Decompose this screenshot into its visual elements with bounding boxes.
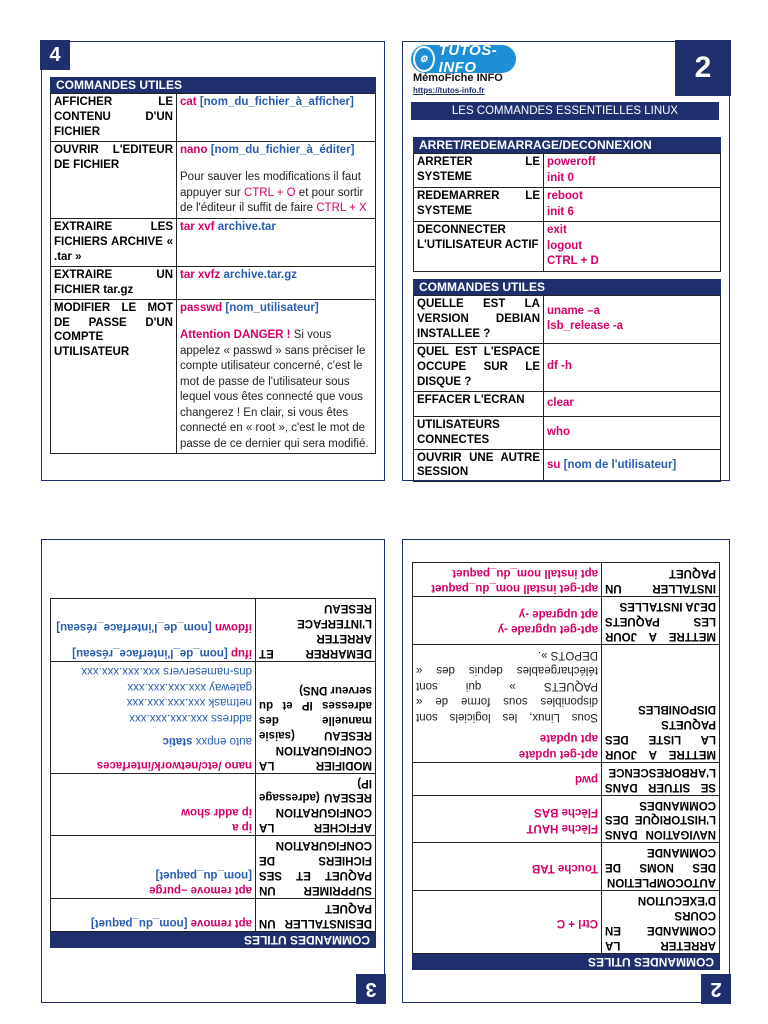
command-cell: ifup [nom_de_l'interface_réseau] ifdown [nom_de_l'interface_réseau] (51, 598, 256, 661)
table-row (51, 218, 376, 266)
table-row (413, 597, 720, 645)
command-cell: apt-get upgrade -y apt upgrade -y (413, 597, 602, 645)
command-cell: Flèche HAUT Flèche BAS (413, 795, 602, 843)
table-row (414, 391, 721, 416)
command-description: DESINSTALLER UN PAQUET (256, 899, 376, 932)
section-header: COMMANDES UTILES (50, 77, 376, 93)
section-header: COMMANDES UTILES (413, 279, 721, 295)
command-cell: nano /etc/network/interfaces auto enpxx static address xxx.xxx.xxx.xxx netmask xxx.xxx.xxx.xxx gateway xxx.xxx.xxx.xxx dns-nameservers xxx.xxx.xxx.xxx (51, 661, 256, 773)
command-cell: poweroff init 0 (544, 154, 721, 188)
command-description: AFFICHER LE CONTENU D'UN FICHIER (51, 94, 177, 142)
command-description: EXTRAIRE UN FICHIER tar.gz (51, 266, 177, 299)
command-cell: df -h (544, 343, 721, 391)
command-description: DEMARRER ET ARRETER L'INTERFACE RESEAU (256, 598, 376, 661)
command-description: EFFACER L'ECRAN (414, 391, 544, 416)
command-description: QUELLE EST LA VERSION DEBIAN INSTALLEE ? (414, 296, 544, 344)
table-row (51, 598, 376, 661)
commands-table (413, 295, 721, 482)
table-row (413, 563, 720, 597)
memo-card-4 (41, 41, 385, 481)
command-cell: Ctrl + C (413, 891, 602, 954)
command-cell: passwd [nom_utilisateur] Attention DANGER ! Si vous appelez « passwd » sans préciser le compte utilisateur concerné, c'est le mot de passe de l'utilisateur sous lequel vous êtes connecté que vous changerez ! En clair, si vous êtes connecté en « root », c'est le mot de passe de ce dernier qui sera modifié. (177, 299, 376, 454)
command-description: DECONNECTER L'UTILISATEUR ACTIF (414, 222, 544, 272)
table-row (51, 773, 376, 836)
table-row (51, 836, 376, 899)
card-number-badge: 4 (40, 40, 70, 70)
command-cell: Touche TAB (413, 843, 602, 891)
command-cell: uname –a lsb_release -a (544, 296, 721, 344)
table-row (51, 94, 376, 142)
command-cell: nano [nom_du_fichier_à_éditer] Pour sauver les modifications il faut appuyer sur CTRL + O et pour sortir de l'éditeur il suffit de faire CTRL + X (177, 141, 376, 218)
table-row (413, 645, 720, 763)
command-description: MODIFIER LA CONFIGURATION RESEAU (saisie manuelle des adresses IP et du serveur DNS) (256, 661, 376, 773)
command-cell: ip a ip addr show (51, 773, 256, 836)
command-description: NAVIGATION DANS L'HISTORIQUE DES COMMANDES (602, 795, 720, 843)
command-cell: who (544, 416, 721, 449)
table-row (414, 296, 721, 344)
command-cell: reboot init 6 (544, 188, 721, 222)
command-description: REDEMARRER LE SYSTEME (414, 188, 544, 222)
commands-table (50, 93, 376, 454)
command-cell: apt-get install nom_du_paquet apt install nom_du_paquet (413, 563, 602, 597)
command-cell: apt-get update apt update Sous Linux, les logiciels sont disponibles sous forme de « PAQUETS » qui sont téléchargeables depuis des « DEPOTS ». (413, 645, 602, 763)
command-cell: pwd (413, 762, 602, 795)
shutdown-table (413, 153, 721, 272)
table-row (413, 762, 720, 795)
memo-card-3 (41, 539, 385, 1003)
table-row (413, 795, 720, 843)
command-description: AUTOCOMPLETION DES NOMS DE COMMANDE (602, 843, 720, 891)
command-description: SUPPRIMER UN PAQUET ET SES FICHIERS DE CONFIGURATION (256, 836, 376, 899)
table-row (51, 899, 376, 932)
table-row (414, 154, 721, 188)
command-description: INSTALLER UN PAQUET (602, 563, 720, 597)
command-cell: apt remove [nom_du_paquet] (51, 899, 256, 932)
card-number-badge: 3 (356, 974, 386, 1004)
card-number-badge: 2 (675, 40, 731, 96)
banner-title: LES COMMANDES ESSENTIELLES LINUX (411, 102, 719, 120)
table-row (51, 661, 376, 773)
memo-title: MémoFiche INFO (413, 72, 503, 84)
command-cell: apt remove –purge [nom_du_paquet] (51, 836, 256, 899)
command-description: UTILISATEURS CONNECTES (414, 416, 544, 449)
table-row (414, 449, 721, 482)
command-description: MODIFIER LE MOT DE PASSE D'UN COMPTE UTILISATEUR (51, 299, 177, 454)
command-cell: su [nom de l'utilisateur] (544, 449, 721, 482)
logo-icon: ⚙ (413, 46, 435, 72)
command-description: ARRETER LE SYSTEME (414, 154, 544, 188)
command-cell: clear (544, 391, 721, 416)
commands-table (412, 562, 720, 954)
command-description: OUVRIR L'EDITEUR DE FICHIER (51, 141, 177, 218)
logo: ⚙ TUTOS-INFO (411, 45, 516, 73)
commands-table (50, 598, 376, 932)
command-description: METTRE A JOUR LES PAQUETS DEJA INSTALLES (602, 597, 720, 645)
command-description: AFFICHER LA CONFIGURATION RESEAU (adressage IP) (256, 773, 376, 836)
table-row (51, 266, 376, 299)
memo-card-2 (402, 41, 730, 481)
section-header: COMMANDES UTILES (50, 932, 376, 948)
section-header: COMMANDES UTILES (412, 954, 720, 970)
command-cell: exit logout CTRL + D (544, 222, 721, 272)
command-description: OUVRIR UNE AUTRE SESSION (414, 449, 544, 482)
command-description: QUEL EST L'ESPACE OCCUPE SUR LE DISQUE ? (414, 343, 544, 391)
section-header: ARRET/REDEMARRAGE/DECONNEXION (413, 137, 721, 153)
command-cell: tar xvf archive.tar (177, 218, 376, 266)
command-cell: tar xvfz archive.tar.gz (177, 266, 376, 299)
command-description: SE SITUER DANS L'ARBORESCENCE (602, 762, 720, 795)
command-description: ARRETER LA COMMANDE EN COURS D'EXECUTION (602, 891, 720, 954)
table-row (414, 188, 721, 222)
table-row (414, 222, 721, 272)
memo-card-2-back (402, 539, 730, 1003)
command-cell: cat [nom_du_fichier_à_afficher] (177, 94, 376, 142)
site-link[interactable]: https://tutos-info.fr (413, 86, 485, 95)
card-number-badge: 2 (701, 974, 731, 1004)
table-row (414, 343, 721, 391)
table-row (413, 843, 720, 891)
table-row (414, 416, 721, 449)
command-description: METTRE A JOUR LA LISTE DES PAQUETS DISPONIBLES (602, 645, 720, 763)
command-description: EXTRAIRE LES FICHIERS ARCHIVE « .tar » (51, 218, 177, 266)
table-row (51, 141, 376, 218)
table-row (51, 299, 376, 454)
table-row (413, 891, 720, 954)
